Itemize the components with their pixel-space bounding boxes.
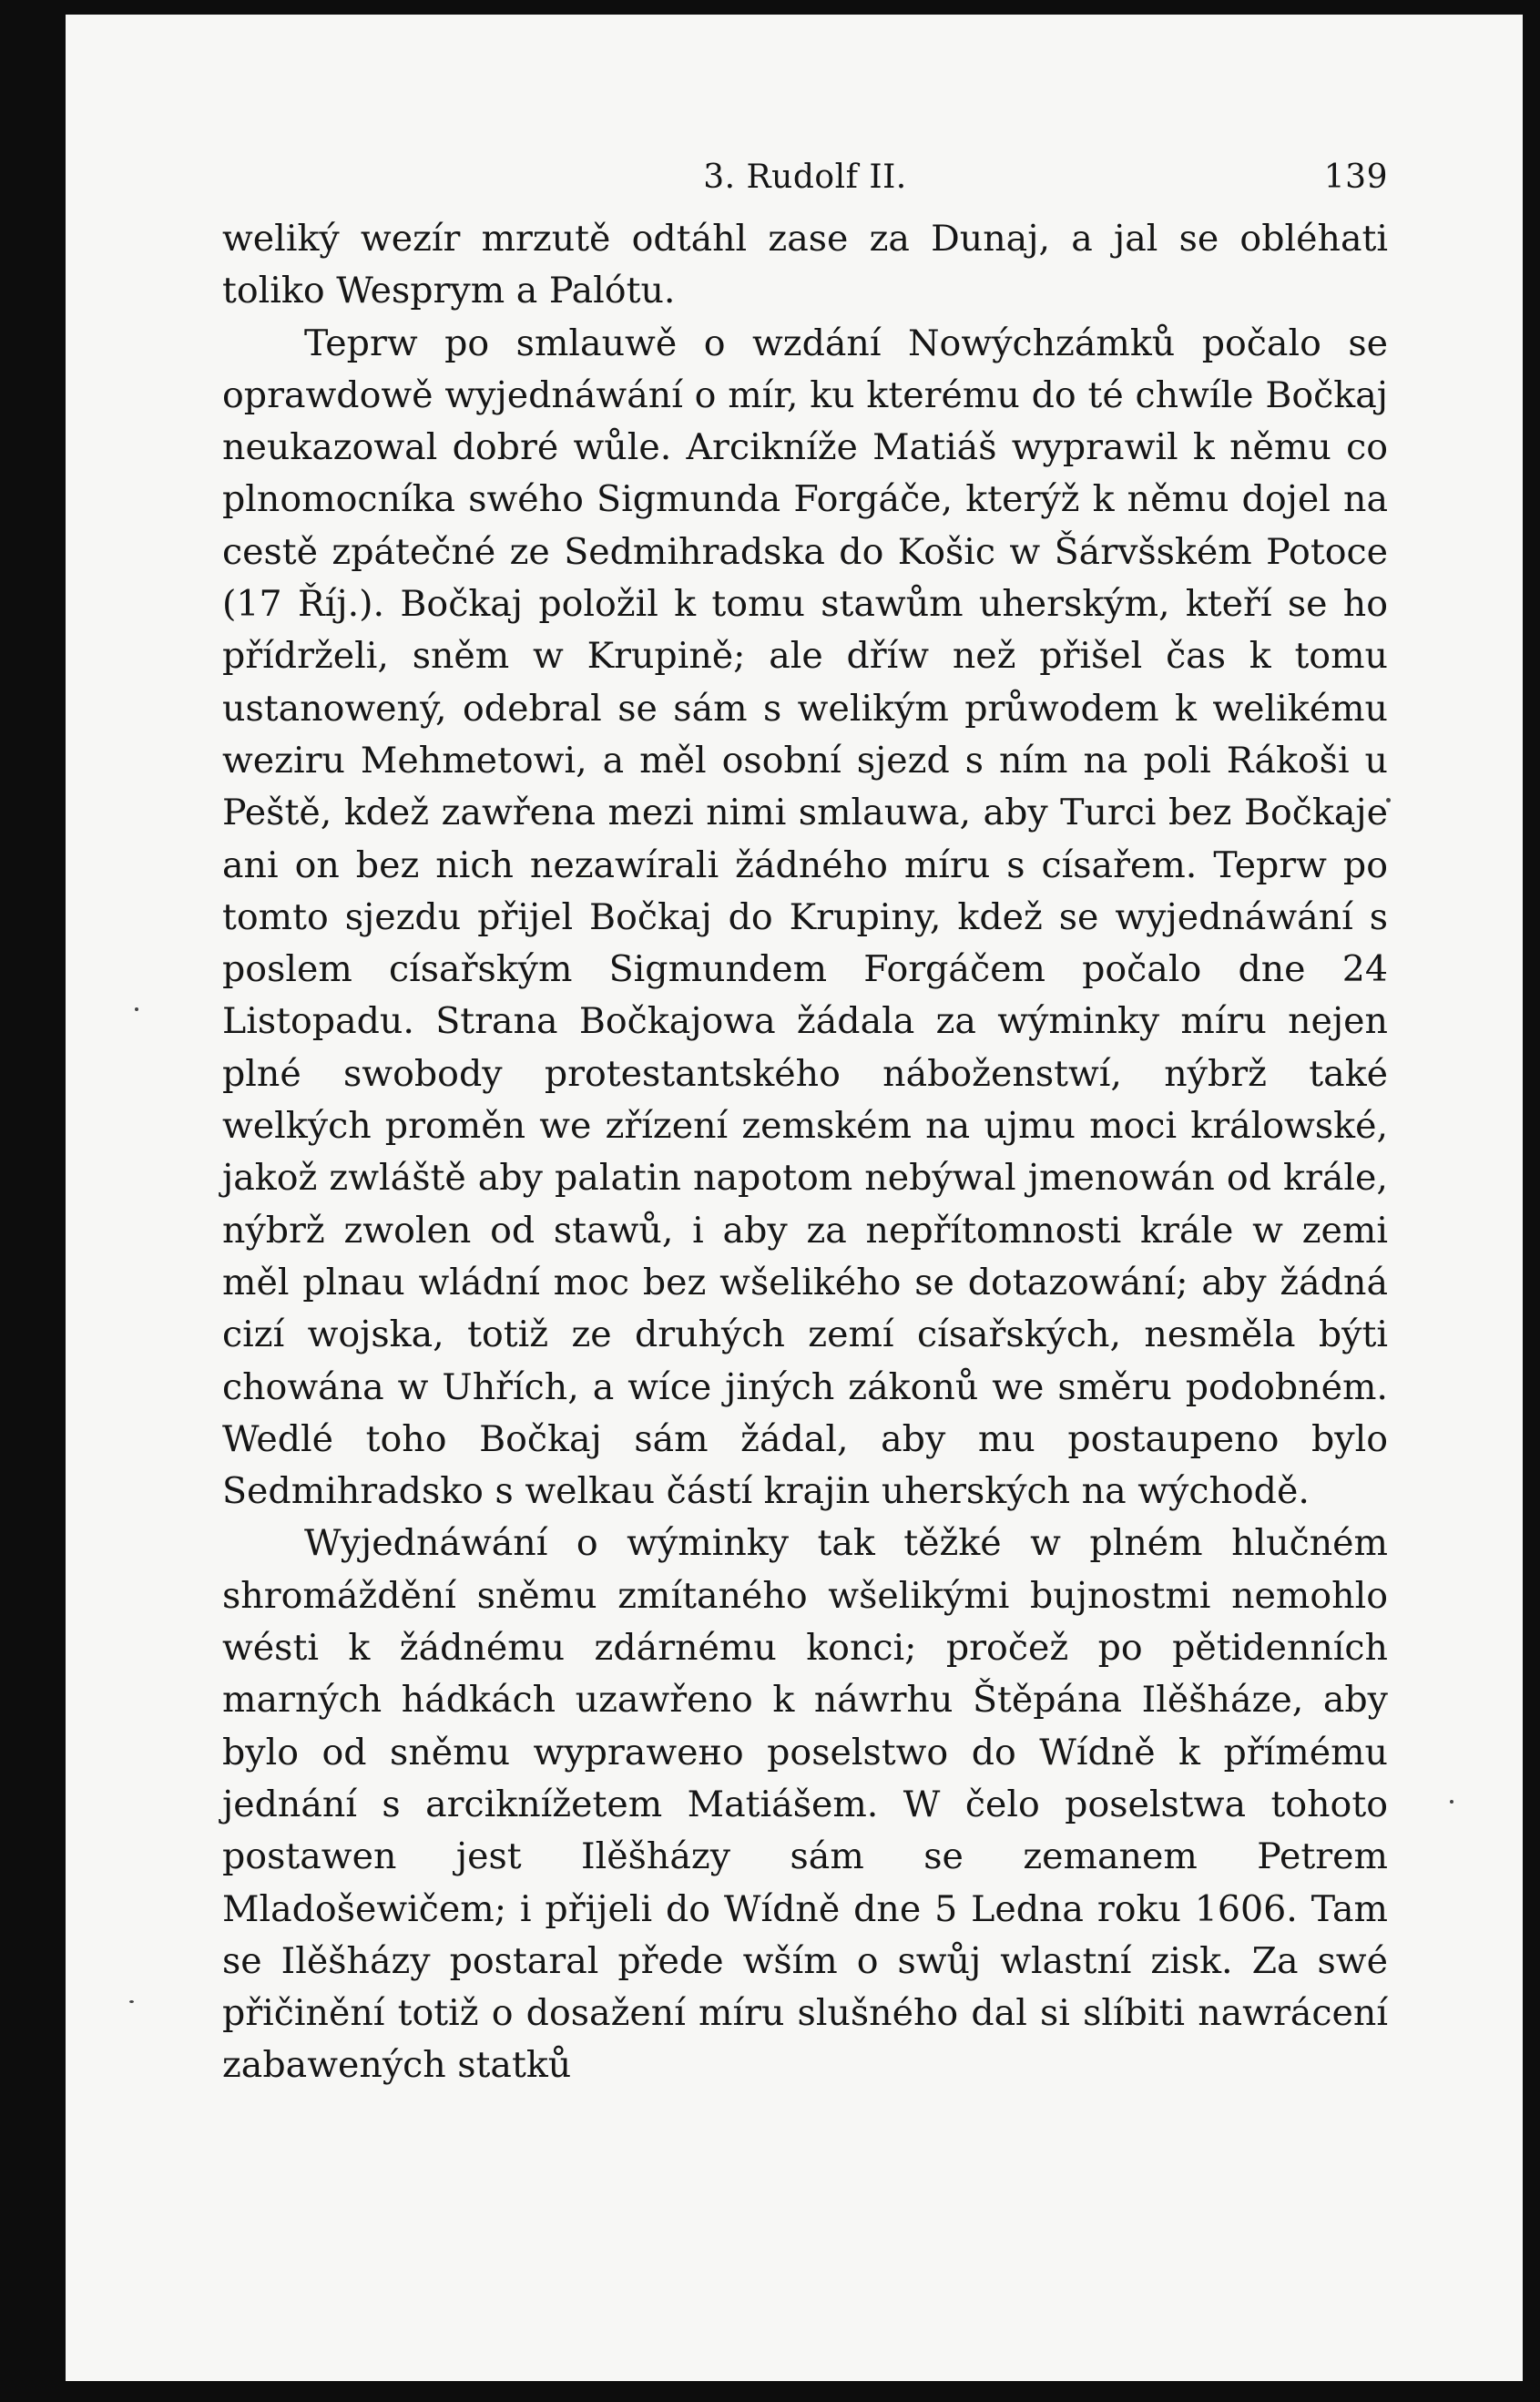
running-title: 3. Rudolf II. (703, 158, 907, 196)
book-page (66, 15, 1523, 2381)
page-number: 139 (1323, 158, 1388, 196)
paragraph-1: weliký wezír mrzutě odtáhl zase za Dunaj, a jal se obléhati toliko Wesprym a Palótu. (222, 218, 1388, 312)
running-head (222, 158, 1388, 213)
dust-speck (1450, 1800, 1453, 1804)
paragraph-2: Teprw po smlauwě o wzdání Nowýchzámků počalo se oprawdowě wyjednáwání o mír, ku kterému do té chwíle Bočkaj neukazowal dobré wůle. Arcikníže Matiáš wyprawil k němu co plnomocníka swého Sigmunda Forgáče, kterýž k němu dojel na cestě zpátečné ze Sedmihradska do Košic w Šárvšském Potoce (17 Říj.). Bočkaj položil k tomu stawům uherským, kteří se ho přídrželi, sněm w Krupině; ale dříw než přišel čas k tomu ustanowený, odebral se sám s welikým průwodem k welikému weziru Mehmetowi, a měl osobní sjezd s ním na poli Rákoši u Peště, kdež zawřena mezi nimi smlauwa, aby Turci bez Bočkaje ani on bez nich nezawírali žádného míru s císařem. Teprw po tomto sjezdu přijel Bočkaj do Krupiny, kdež se wyjednáwání s poslem císařským Sigmundem Forgáčem počalo dne 24 Listopadu. Strana Bočkajowa žádala za wýminky míru nejen plné swobody protestantského náboženstwí, nýbrž také welkých proměn we zřízení zemském na ujmu moci králowské, jakož zwláště aby palatin napotom nebýwal jmenowán od krále, nýbrž zwolen od stawů, i aby za nepřítomnosti krále w zemi měl plnau wládní moc bez wšelikého se dotazowání; aby žádná cizí wojska, totiž ze druhých zemí císařských, nesměla býti chowána w Uhřích, a wíce jiných zákonů we směru podobném. Wedlé toho Bočkaj sám žádal, aby mu postaupeno bylo Sedmihradsko s welkau částí krajin uherských na wýchodě. (222, 322, 1388, 1513)
paragraph-3: Wyjednáwání o wýminky tak těžké w plném hlučném shromáždění sněmu zmítaného wšelikými bujnostmi nemohlo wésti k žádnému zdárnému konci; pročež po pětidenních marných hádkách uzawřeno k náwrhu Štěpána Ilěšháze, aby bylo od sněmu wyprawено poselstwo do Wídně k přímému jednání s arciknížetem Matiášem. W čelo poselstwa tohoto postawen jest Ilěšházy sám se zemanem Petrem Mladošewičem; i přijeli do Wídně dne 5 Ledna roku 1606. Tam se Ilěšházy postaral přede wším o swůj wlastní zisk. Za swé přičinění totiž o dosažení míru slušného dal si slíbiti nawrácení zabawených statků (222, 1522, 1388, 2087)
dust-speck (135, 1007, 138, 1011)
dust-speck (129, 2000, 134, 2003)
page-content (222, 158, 1388, 2092)
